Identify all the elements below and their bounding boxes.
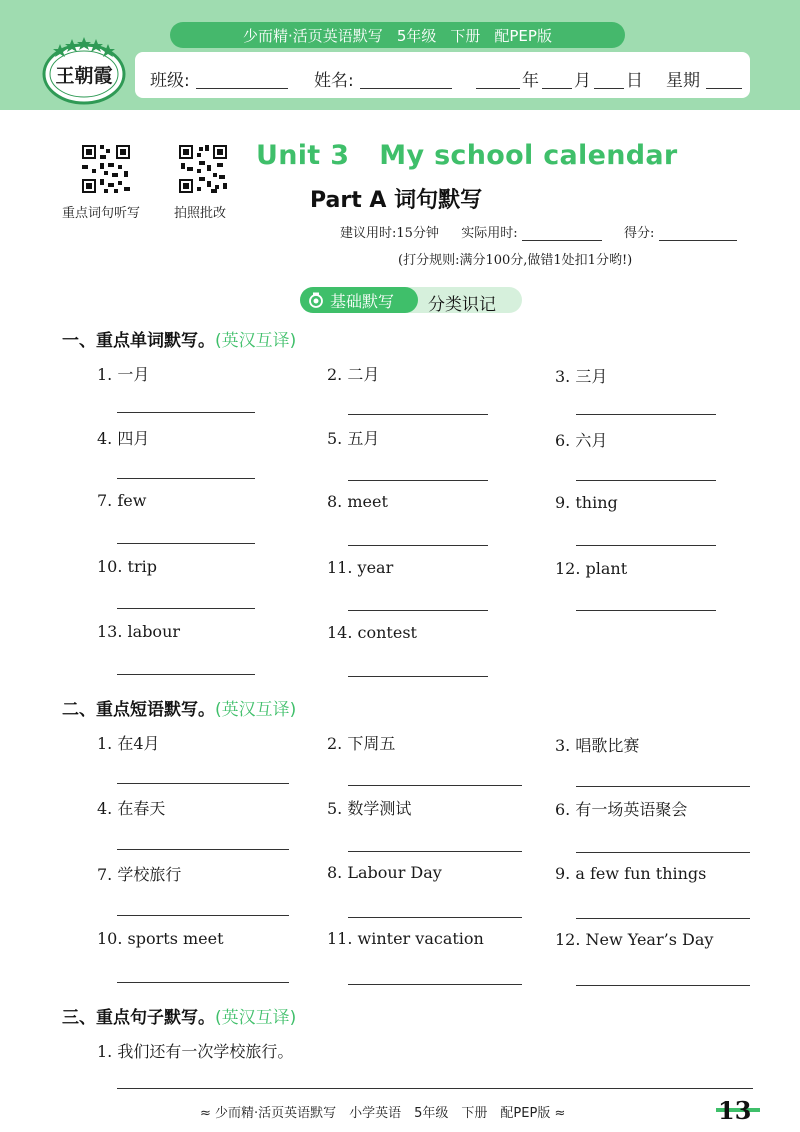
answer-blank[interactable] — [348, 984, 522, 985]
word-item: 5. 五月 — [327, 429, 380, 448]
scoring-rule: (打分规则:满分100分,做错1处扣1分哟!) — [398, 253, 633, 268]
student-info-row — [150, 62, 750, 92]
section3-heading — [62, 1003, 296, 1028]
logo-text: 王朝霞 — [55, 65, 113, 87]
section3-tip: (英汉互译) — [215, 1008, 297, 1028]
badge-pill — [300, 287, 418, 313]
phrase-item: 4. 在春天 — [97, 799, 166, 818]
month-label: 月 — [574, 71, 591, 91]
word-item: 11. year — [327, 558, 394, 577]
answer-blank[interactable] — [576, 918, 750, 919]
word-item: 2. 二月 — [327, 365, 380, 384]
answer-blank[interactable] — [117, 849, 289, 850]
medal-icon — [308, 292, 324, 308]
word-item: 10. trip — [97, 557, 157, 576]
section1-heading — [62, 326, 296, 351]
answer-blank[interactable] — [348, 414, 488, 415]
word-item: 14. contest — [327, 623, 417, 642]
series-banner — [170, 22, 625, 48]
year-label: 年 — [522, 71, 539, 91]
footer-text: ≈ 少而精·活页英语默写 小学英语 5年级 下册 配PEP版 ≈ — [200, 1106, 566, 1121]
answer-blank[interactable] — [117, 1088, 753, 1089]
edition-label: 配PEP版 — [494, 26, 552, 45]
qr-left-label: 重点词句听写 — [62, 206, 141, 221]
section2-heading — [62, 695, 296, 720]
word-item: 6. 六月 — [555, 431, 608, 450]
word-item: 13. labour — [97, 622, 181, 641]
day-label: 日 — [626, 71, 643, 91]
phrase-item: 2. 下周五 — [327, 734, 396, 753]
phrase-item: 1. 在4月 — [97, 734, 160, 753]
class-field[interactable] — [196, 88, 288, 89]
suggested-time: 建议用时:15分钟 — [340, 226, 439, 241]
answer-blank[interactable] — [348, 917, 522, 918]
phrase-item: 12. New Year’s Day — [555, 930, 714, 949]
phrase-item: 10. sports meet — [97, 929, 224, 948]
word-item: 7. few — [97, 491, 147, 510]
timing-row — [340, 222, 737, 241]
phrase-item: 7. 学校旅行 — [97, 865, 182, 884]
section3-title: 三、重点句子默写。 — [62, 1008, 215, 1028]
unit-title — [256, 140, 678, 171]
answer-blank[interactable] — [348, 785, 522, 786]
score-label: 得分: — [624, 226, 655, 241]
qr-code-grading-icon[interactable] — [177, 143, 229, 195]
name-label: 姓名: — [314, 71, 354, 91]
word-item: 12. plant — [555, 559, 628, 578]
year-field[interactable] — [476, 88, 520, 89]
phrase-item: 8. Labour Day — [327, 863, 442, 882]
word-item: 3. 三月 — [555, 367, 608, 386]
word-item: 1. 一月 — [97, 365, 150, 384]
grade-label: 5年级 — [396, 26, 437, 45]
answer-blank[interactable] — [348, 480, 488, 481]
series-title: 少而精·活页英语默写 — [243, 26, 383, 45]
phrase-item: 5. 数学测试 — [327, 799, 412, 818]
badge-left-text: 基础默写 — [330, 291, 395, 311]
answer-blank[interactable] — [117, 783, 289, 784]
unit-name: My school calendar — [379, 140, 678, 171]
sentence-item: 1. 我们还有一次学校旅行。 — [97, 1042, 294, 1061]
answer-blank[interactable] — [348, 676, 488, 677]
answer-blank[interactable] — [348, 545, 488, 546]
volume-label: 下册 — [450, 26, 481, 45]
word-item: 4. 四月 — [97, 429, 150, 448]
qr-code-dictation-icon[interactable] — [80, 143, 132, 195]
weekday-label: 星期 — [666, 71, 700, 91]
day-field[interactable] — [594, 88, 624, 89]
weekday-field[interactable] — [706, 88, 742, 89]
answer-blank[interactable] — [117, 478, 255, 479]
phrase-item: 9. a few fun things — [555, 864, 707, 883]
answer-blank[interactable] — [576, 545, 716, 546]
phrase-item: 11. winter vacation — [327, 929, 484, 948]
answer-blank[interactable] — [348, 851, 522, 852]
section2-tip: (英汉互译) — [215, 700, 297, 720]
badge-right-text: 分类识记 — [428, 295, 496, 315]
answer-blank[interactable] — [576, 414, 716, 415]
answer-blank[interactable] — [348, 610, 488, 611]
name-field[interactable] — [360, 88, 452, 89]
section1-title: 一、重点单词默写。 — [62, 331, 215, 351]
answer-blank[interactable] — [576, 786, 750, 787]
unit-number: Unit 3 — [256, 140, 350, 171]
section1-tip: (英汉互译) — [215, 331, 297, 351]
actual-time-label: 实际用时: — [461, 226, 518, 241]
answer-blank[interactable] — [117, 915, 289, 916]
month-field[interactable] — [542, 88, 572, 89]
phrase-item: 6. 有一场英语聚会 — [555, 800, 688, 819]
answer-blank[interactable] — [576, 985, 750, 986]
answer-blank[interactable] — [117, 608, 255, 609]
score-field[interactable] — [659, 240, 737, 241]
publisher-logo — [40, 34, 128, 106]
answer-blank[interactable] — [117, 982, 289, 983]
word-item: 9. thing — [555, 493, 618, 512]
phrase-item: 3. 唱歌比赛 — [555, 736, 640, 755]
answer-blank[interactable] — [117, 543, 255, 544]
word-item: 8. meet — [327, 492, 388, 511]
qr-right-label: 拍照批改 — [174, 206, 227, 221]
answer-blank[interactable] — [576, 852, 750, 853]
class-label: 班级: — [150, 71, 190, 91]
page-number: 13 — [718, 1096, 752, 1125]
answer-blank[interactable] — [576, 610, 716, 611]
answer-blank[interactable] — [117, 412, 255, 413]
answer-blank[interactable] — [117, 674, 255, 675]
answer-blank[interactable] — [576, 480, 716, 481]
part-title: Part A 词句默写 — [310, 188, 483, 213]
section2-title: 二、重点短语默写。 — [62, 700, 215, 720]
actual-time-field[interactable] — [522, 240, 602, 241]
